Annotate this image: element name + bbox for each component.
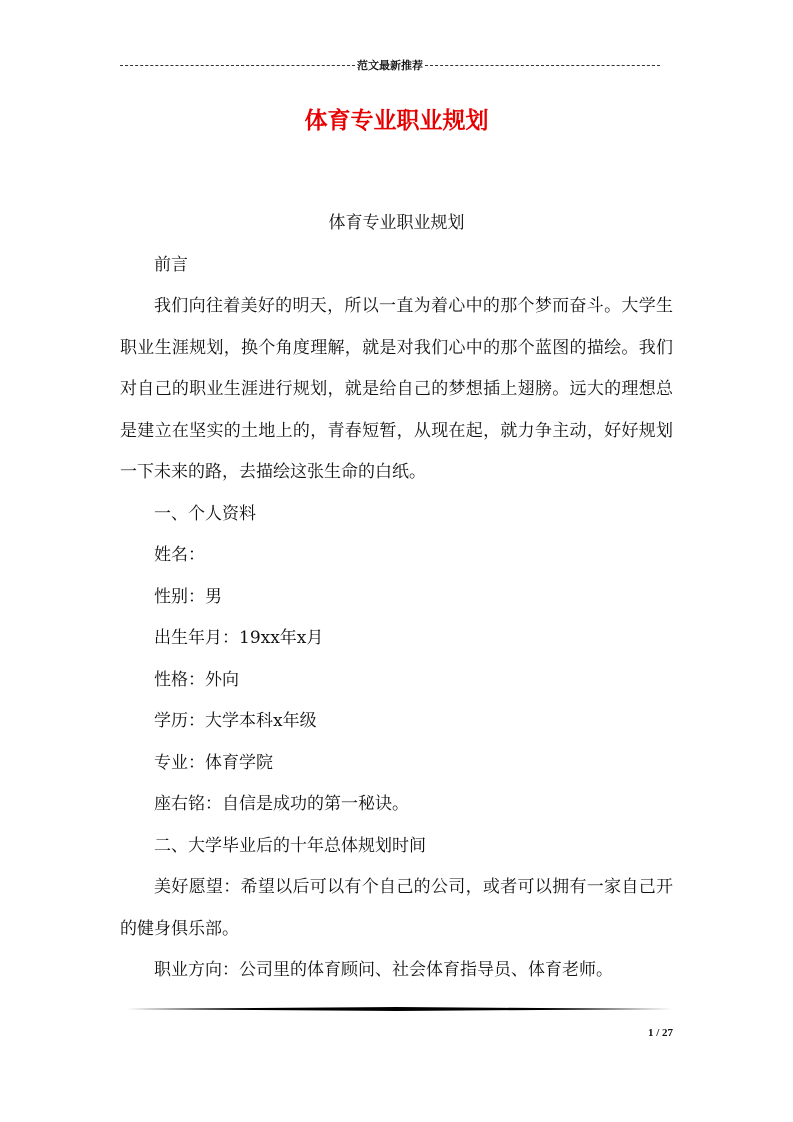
header-label: 范文最新推荐 [357, 59, 423, 72]
info-major: 专业：体育学院 [154, 752, 273, 773]
section-heading-ten-year-plan: 二、大学毕业后的十年总体规划时间 [154, 835, 426, 856]
info-gender: 性别：男 [154, 586, 222, 607]
document-body [120, 203, 673, 992]
paragraph-wish: 美好愿望：希望以后可以有个自己的公司，或者可以拥有一家自己开的健身俱乐部。 [120, 877, 673, 939]
paragraph-preface-text: 我们向往着美好的明天，所以一直为着心中的那个梦而奋斗。大学生职业生涯规划，换个角度理解，就是对我们心中的那个蓝图的描绘。我们对自己的职业生涯进行规划，就是给自己的梦想插上翅膀。远大的理想总是建立在坚实的土地上的，青春短暂，从现在起，就力争主动，好好规划一下未来的路，去描绘这张生命的白纸。 [120, 296, 673, 482]
document-subtitle: 体育专业职业规划 [328, 213, 465, 233]
info-motto: 座右铭：自信是成功的第一秘诀。 [154, 794, 409, 814]
footer-divider [120, 1007, 673, 1011]
section-heading-personal-info: 一、个人资料 [154, 503, 256, 524]
page-number: 1 / 27 [647, 1027, 673, 1039]
paragraph-career-direction: 职业方向：公司里的体育顾问、社会体育指导员、体育老师。 [154, 960, 613, 980]
footer-divider-line [120, 1007, 673, 1011]
header-dashes-right [425, 65, 660, 66]
paragraph-preface-heading: 前言 [154, 254, 188, 275]
info-name: 姓名： [154, 545, 205, 565]
info-education: 学历：大学本科x年级 [154, 711, 317, 731]
info-personality: 性格：外向 [154, 669, 239, 690]
header-dashes-left [120, 65, 355, 66]
page-header [120, 58, 660, 72]
info-birth-date: 出生年月：19xx年x月 [154, 628, 324, 648]
document-title: 体育专业职业规划 [304, 108, 489, 134]
